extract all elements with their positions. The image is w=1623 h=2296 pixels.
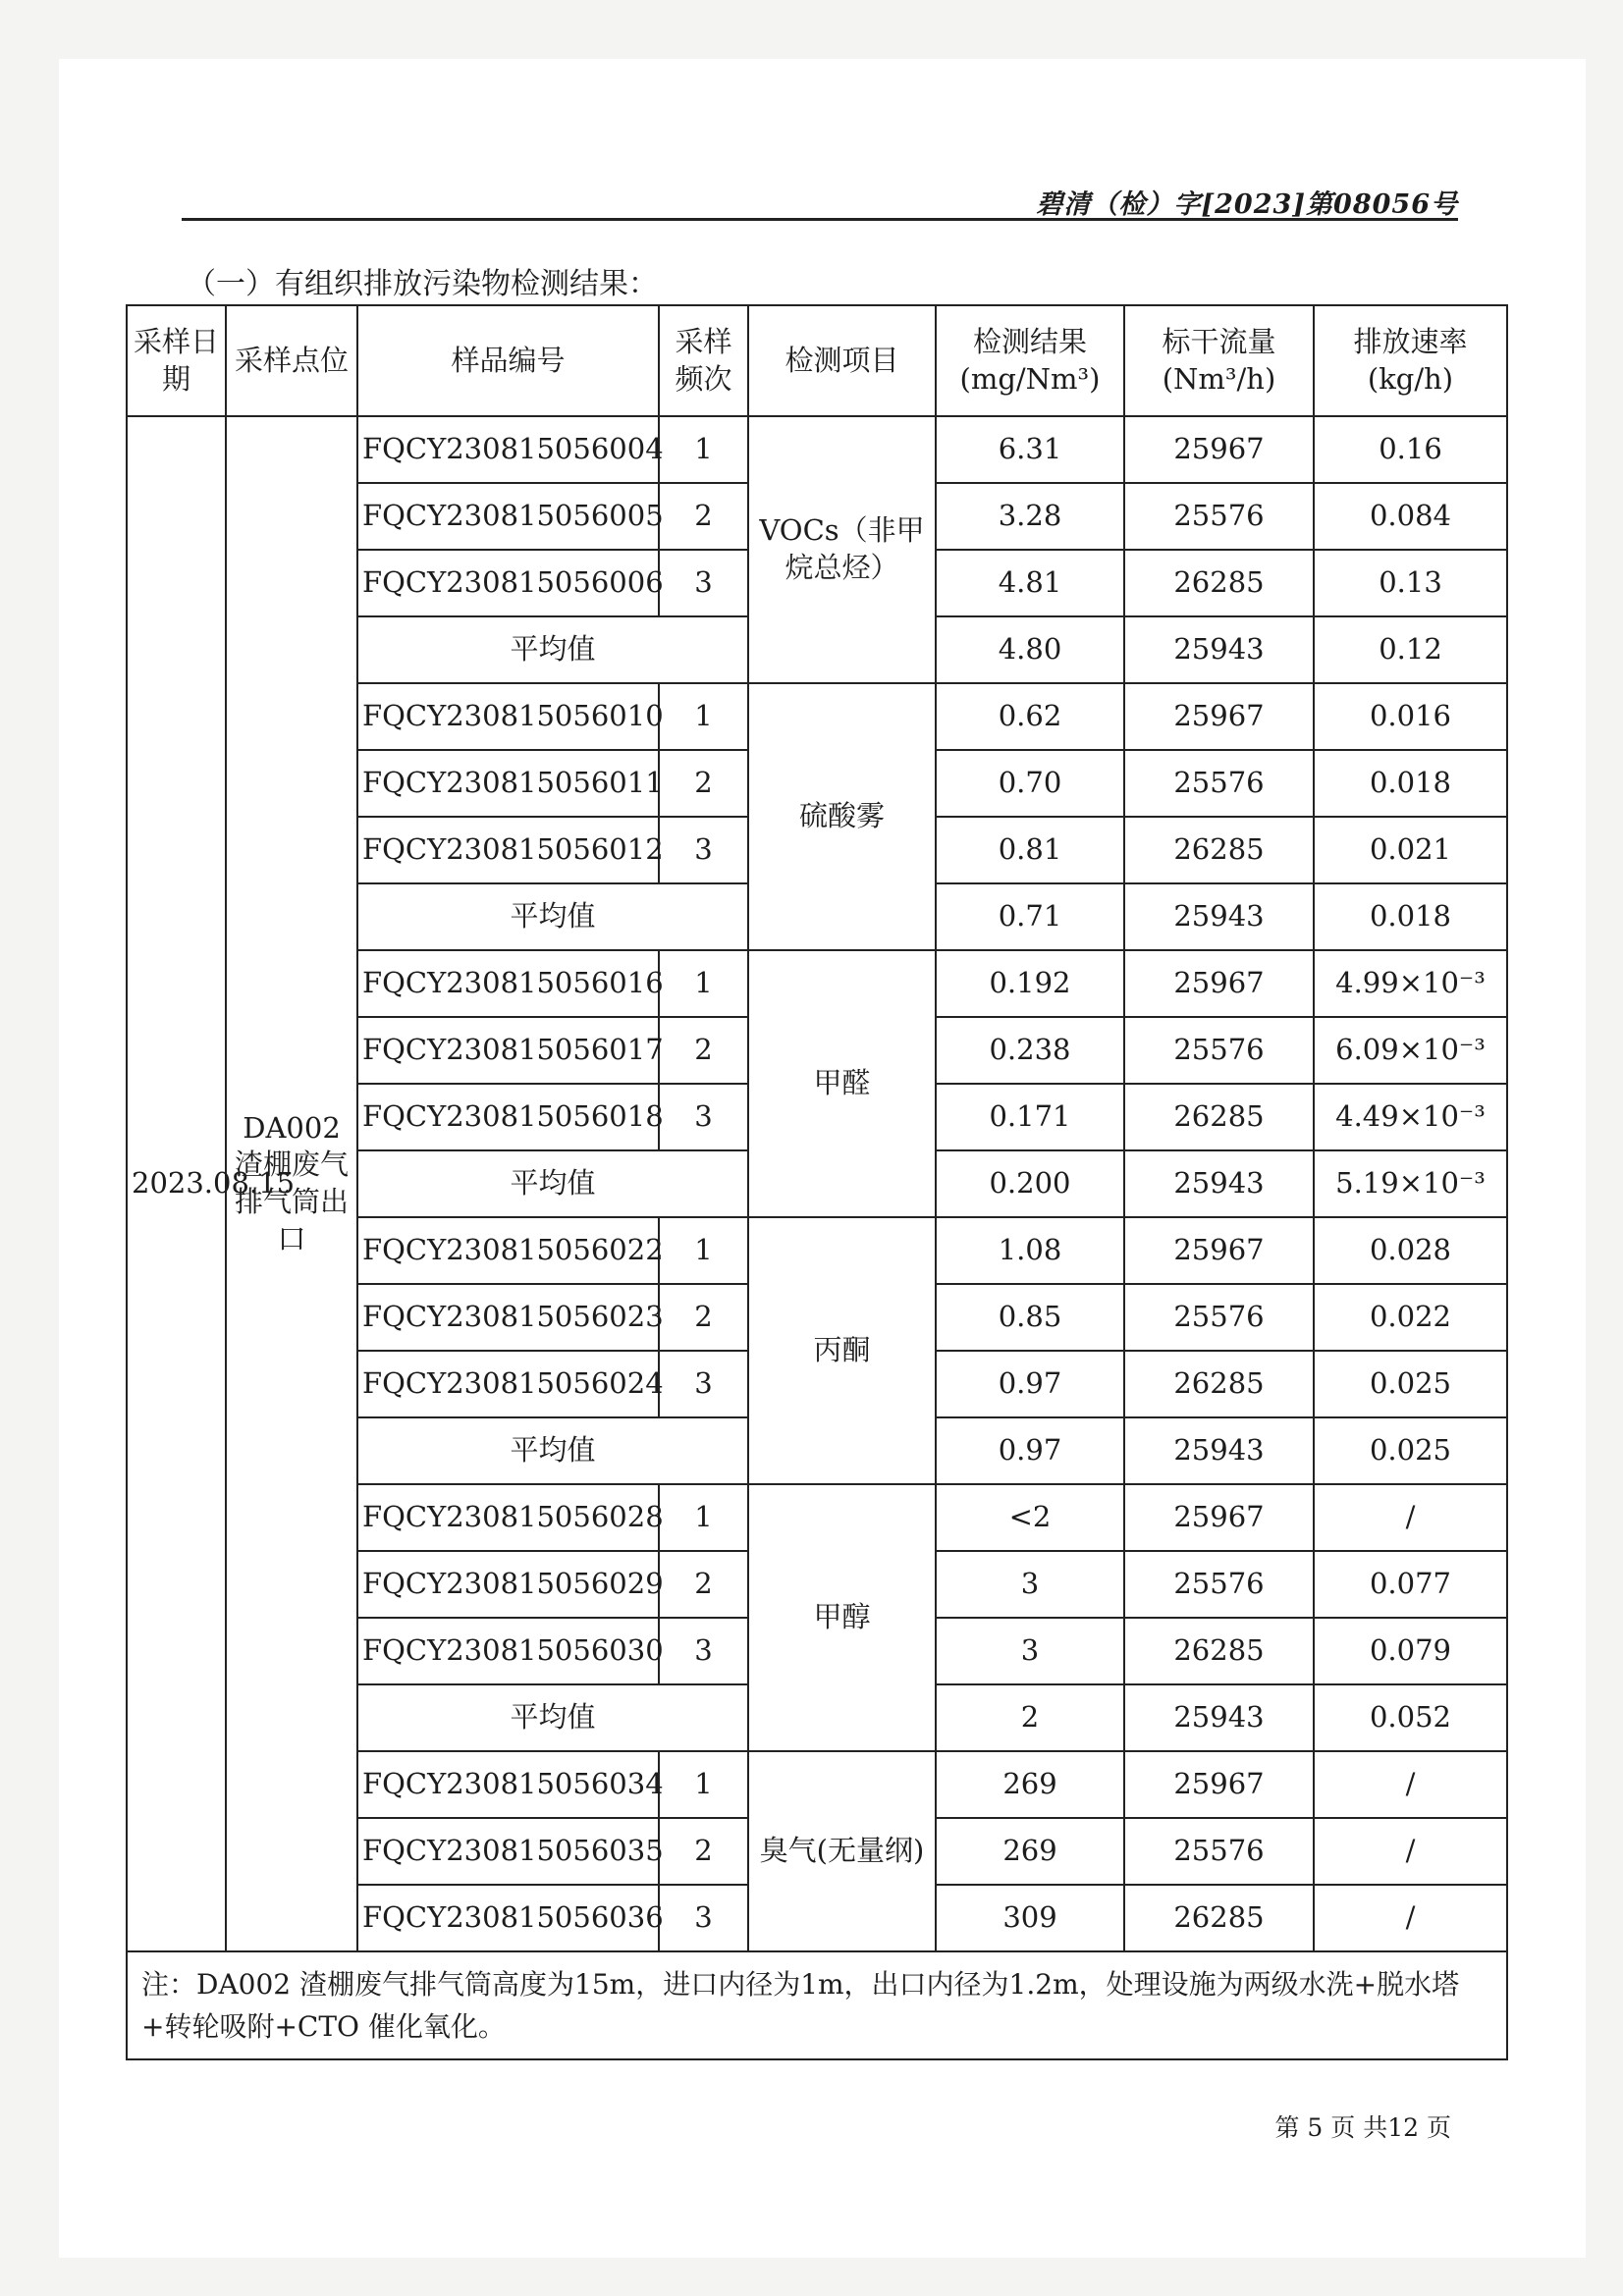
- test-result: 0.81: [936, 817, 1124, 883]
- header-rule: [182, 218, 1458, 221]
- sample-id: FQCY230815056006: [357, 550, 659, 616]
- test-result: 3: [936, 1551, 1124, 1618]
- col-rate: [1314, 305, 1507, 416]
- test-result: 0.238: [936, 1017, 1124, 1084]
- col-flow-unit: (Nm³/h): [1162, 361, 1276, 396]
- test-item: 丙酮: [748, 1217, 936, 1484]
- standard-flow: 26285: [1124, 817, 1314, 883]
- sample-frequency: 1: [659, 683, 748, 750]
- average-result: 0.97: [936, 1417, 1124, 1484]
- test-result: 309: [936, 1885, 1124, 1951]
- sample-id: FQCY230815056028: [357, 1484, 659, 1551]
- average-rate: 5.19×10⁻³: [1314, 1150, 1507, 1217]
- standard-flow: 26285: [1124, 1351, 1314, 1417]
- test-item: 甲醇: [748, 1484, 936, 1751]
- results-body: [127, 416, 1507, 1951]
- emission-rate: 0.018: [1314, 750, 1507, 817]
- average-rate: 0.025: [1314, 1417, 1507, 1484]
- emission-rate: 0.022: [1314, 1284, 1507, 1351]
- test-result: 4.81: [936, 550, 1124, 616]
- standard-flow: 25967: [1124, 683, 1314, 750]
- sample-id: FQCY230815056018: [357, 1084, 659, 1150]
- standard-flow: 25967: [1124, 950, 1314, 1017]
- sample-id: FQCY230815056012: [357, 817, 659, 883]
- test-result: 0.97: [936, 1351, 1124, 1417]
- average-rate: 0.018: [1314, 883, 1507, 950]
- sample-frequency: 3: [659, 550, 748, 616]
- standard-flow: 25967: [1124, 1751, 1314, 1818]
- standard-flow: 25576: [1124, 1818, 1314, 1885]
- col-rate-label: 排放速率: [1353, 324, 1468, 358]
- test-item: 硫酸雾: [748, 683, 936, 950]
- test-result: 3.28: [936, 483, 1124, 550]
- sample-id: FQCY230815056024: [357, 1351, 659, 1417]
- col-result-unit: (mg/Nm³): [959, 361, 1101, 396]
- table-note: 注：DA002 渣棚废气排气筒高度为15m，进口内径为1m，出口内径为1.2m，处理设施为两级水洗+脱水塔+转轮吸附+CTO 催化氧化。: [127, 1951, 1507, 2059]
- sample-frequency: 2: [659, 1017, 748, 1084]
- sample-frequency: 3: [659, 1351, 748, 1417]
- col-point: 采样点位: [226, 305, 357, 416]
- test-result: 0.171: [936, 1084, 1124, 1150]
- average-result: 4.80: [936, 616, 1124, 683]
- test-result: 6.31: [936, 416, 1124, 483]
- average-flow: 25943: [1124, 1684, 1314, 1751]
- emission-rate: /: [1314, 1885, 1507, 1951]
- sample-id: FQCY230815056034: [357, 1751, 659, 1818]
- emission-rate: 0.079: [1314, 1618, 1507, 1684]
- header-row: [127, 305, 1507, 416]
- test-result: 0.192: [936, 950, 1124, 1017]
- average-label: 平均值: [357, 1417, 748, 1484]
- average-result: 0.71: [936, 883, 1124, 950]
- standard-flow: 25576: [1124, 1017, 1314, 1084]
- emission-rate: 0.16: [1314, 416, 1507, 483]
- standard-flow: 26285: [1124, 1618, 1314, 1684]
- average-flow: 25943: [1124, 616, 1314, 683]
- average-label: 平均值: [357, 616, 748, 683]
- emission-rate: 0.028: [1314, 1217, 1507, 1284]
- results-table: [126, 304, 1508, 2060]
- sample-id: FQCY230815056030: [357, 1618, 659, 1684]
- emission-rate: /: [1314, 1751, 1507, 1818]
- sampling-point: DA002渣棚废气排气筒出口: [226, 416, 357, 1951]
- sample-frequency: 1: [659, 950, 748, 1017]
- test-result: 1.08: [936, 1217, 1124, 1284]
- sample-id: FQCY230815056035: [357, 1818, 659, 1885]
- sample-id: FQCY230815056029: [357, 1551, 659, 1618]
- col-item: 检测项目: [748, 305, 936, 416]
- emission-rate: 0.021: [1314, 817, 1507, 883]
- average-label: 平均值: [357, 1150, 748, 1217]
- standard-flow: 25967: [1124, 416, 1314, 483]
- sample-frequency: 1: [659, 1217, 748, 1284]
- test-result: 269: [936, 1751, 1124, 1818]
- sample-id: FQCY230815056005: [357, 483, 659, 550]
- standard-flow: 25967: [1124, 1217, 1314, 1284]
- test-result: 0.62: [936, 683, 1124, 750]
- sample-id: FQCY230815056022: [357, 1217, 659, 1284]
- sample-id: FQCY230815056010: [357, 683, 659, 750]
- standard-flow: 25576: [1124, 750, 1314, 817]
- average-flow: 25943: [1124, 883, 1314, 950]
- sampling-date: 2023.08.15: [127, 416, 226, 1951]
- sample-frequency: 1: [659, 1751, 748, 1818]
- sample-frequency: 2: [659, 1551, 748, 1618]
- test-item: 甲醛: [748, 950, 936, 1217]
- col-result: [936, 305, 1124, 416]
- emission-rate: /: [1314, 1484, 1507, 1551]
- test-result: 3: [936, 1618, 1124, 1684]
- test-result: <2: [936, 1484, 1124, 1551]
- test-result: 269: [936, 1818, 1124, 1885]
- standard-flow: 26285: [1124, 1084, 1314, 1150]
- average-label: 平均值: [357, 883, 748, 950]
- standard-flow: 25576: [1124, 1284, 1314, 1351]
- average-result: 2: [936, 1684, 1124, 1751]
- test-item: 臭气(无量纲): [748, 1751, 936, 1951]
- section-title: （一）有组织排放污染物检测结果：: [187, 267, 658, 301]
- col-rate-unit: (kg/h): [1367, 361, 1454, 396]
- sample-id: FQCY230815056016: [357, 950, 659, 1017]
- sample-id: FQCY230815056004: [357, 416, 659, 483]
- col-flow: [1124, 305, 1314, 416]
- sample-id: FQCY230815056017: [357, 1017, 659, 1084]
- emission-rate: 0.016: [1314, 683, 1507, 750]
- sample-frequency: 3: [659, 1618, 748, 1684]
- col-flow-label: 标干流量: [1162, 324, 1276, 358]
- emission-rate: 6.09×10⁻³: [1314, 1017, 1507, 1084]
- test-result: 0.85: [936, 1284, 1124, 1351]
- table-row: [127, 416, 1507, 483]
- average-rate: 0.052: [1314, 1684, 1507, 1751]
- sample-frequency: 2: [659, 483, 748, 550]
- average-rate: 0.12: [1314, 616, 1507, 683]
- sample-id: FQCY230815056011: [357, 750, 659, 817]
- col-result-label: 检测结果: [972, 324, 1087, 358]
- sample-frequency: 3: [659, 1885, 748, 1951]
- col-frequency: 采样频次: [659, 305, 748, 416]
- average-label: 平均值: [357, 1684, 748, 1751]
- sample-frequency: 2: [659, 1284, 748, 1351]
- average-result: 0.200: [936, 1150, 1124, 1217]
- emission-rate: 0.077: [1314, 1551, 1507, 1618]
- sample-frequency: 2: [659, 750, 748, 817]
- note-row: [127, 1951, 1507, 2059]
- average-flow: 25943: [1124, 1150, 1314, 1217]
- col-sample-id: 样品编号: [357, 305, 659, 416]
- page-number: 第 5 页 共12 页: [1274, 2113, 1451, 2142]
- standard-flow: 26285: [1124, 550, 1314, 616]
- sample-id: FQCY230815056036: [357, 1885, 659, 1951]
- average-flow: 25943: [1124, 1417, 1314, 1484]
- emission-rate: 4.99×10⁻³: [1314, 950, 1507, 1017]
- col-date: 采样日期: [127, 305, 226, 416]
- sample-frequency: 1: [659, 1484, 748, 1551]
- emission-rate: /: [1314, 1818, 1507, 1885]
- standard-flow: 26285: [1124, 1885, 1314, 1951]
- emission-rate: 0.084: [1314, 483, 1507, 550]
- emission-rate: 0.13: [1314, 550, 1507, 616]
- test-item: VOCs（非甲烷总烃）: [748, 416, 936, 683]
- standard-flow: 25576: [1124, 1551, 1314, 1618]
- emission-rate: 0.025: [1314, 1351, 1507, 1417]
- emission-rate: 4.49×10⁻³: [1314, 1084, 1507, 1150]
- sample-frequency: 3: [659, 1084, 748, 1150]
- sample-frequency: 2: [659, 1818, 748, 1885]
- sample-frequency: 1: [659, 416, 748, 483]
- standard-flow: 25967: [1124, 1484, 1314, 1551]
- report-number: 碧清（检）字[2023]第08056号: [1036, 189, 1458, 220]
- sample-id: FQCY230815056023: [357, 1284, 659, 1351]
- sample-frequency: 3: [659, 817, 748, 883]
- standard-flow: 25576: [1124, 483, 1314, 550]
- test-result: 0.70: [936, 750, 1124, 817]
